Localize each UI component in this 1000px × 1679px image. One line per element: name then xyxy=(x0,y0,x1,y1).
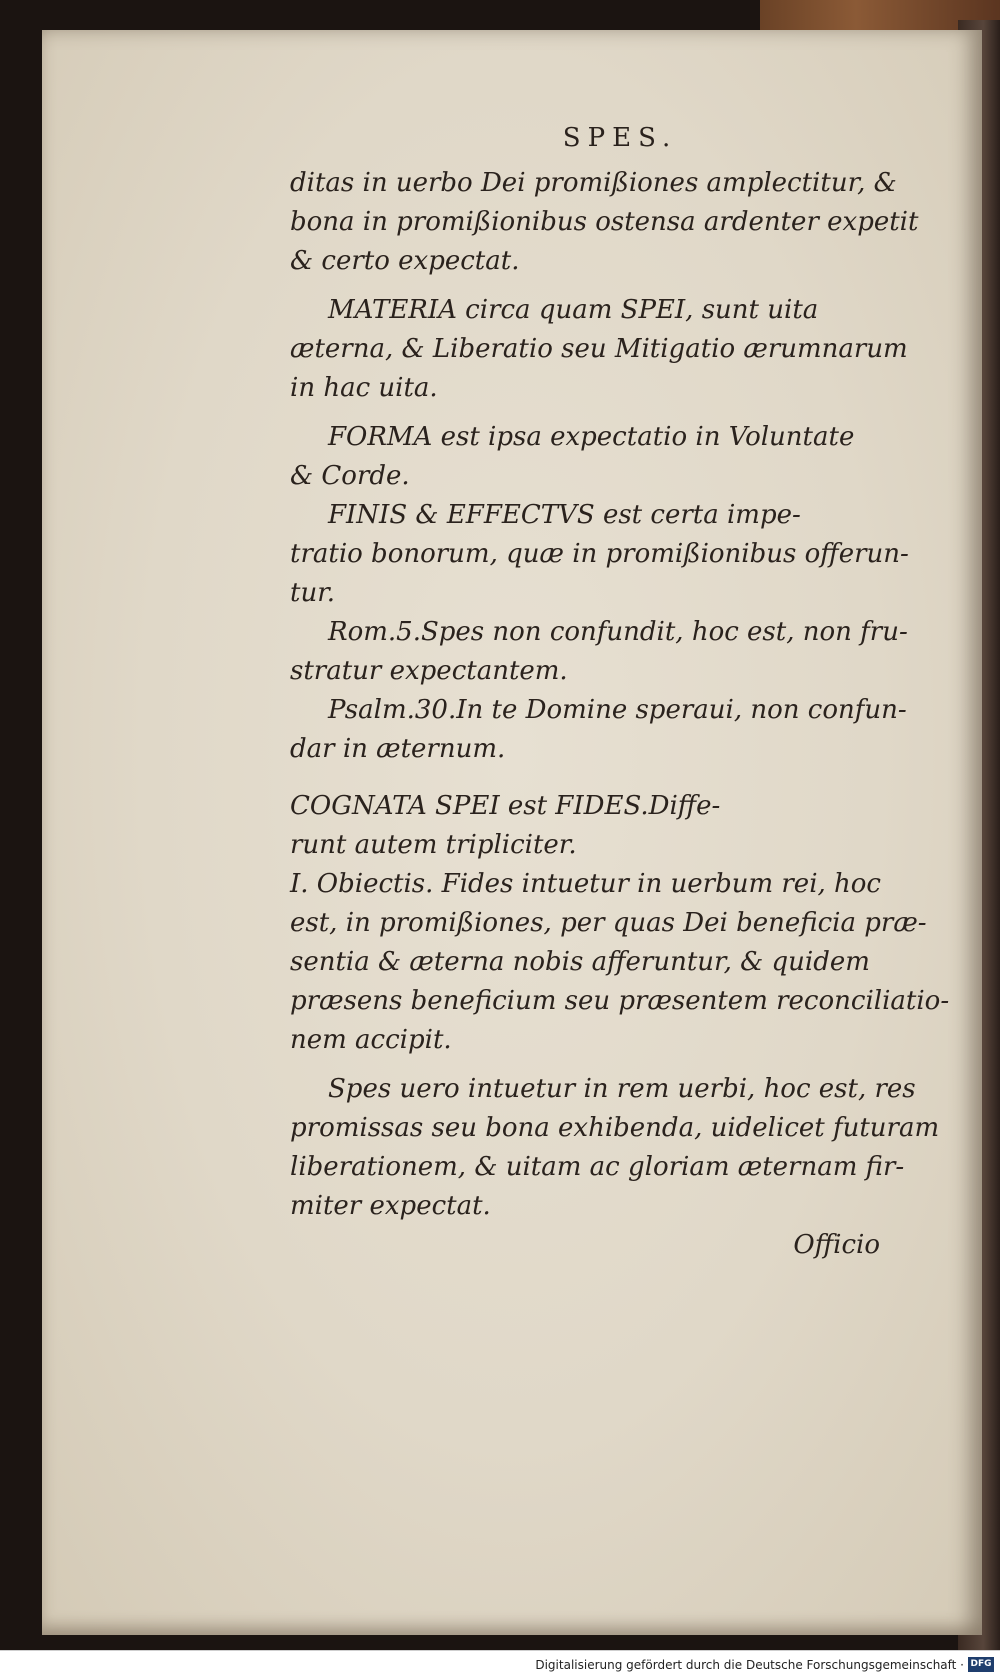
footer-bar xyxy=(0,1650,1000,1679)
text-line: Rom.5.Spes non confundit, hoc est, non fru- xyxy=(328,617,908,647)
text-line: FINIS & EFFECTVS est certa impe- xyxy=(328,500,801,530)
text-line: tratio bonorum, quæ in promißionibus offerun- xyxy=(290,539,909,569)
text-line: ditas in uerbo Dei promißiones amplectitur, & xyxy=(290,168,897,198)
text-line: COGNATA SPEI est FIDES.Diffe- xyxy=(290,791,721,821)
text-line: MATERIA circa quam SPEI, sunt uita xyxy=(328,295,819,325)
text-line: in hac uita. xyxy=(290,373,438,403)
text-line: est, in promißiones, per quas Dei beneficia præ- xyxy=(290,908,927,938)
text-line: & Corde. xyxy=(290,461,410,491)
text-line: bona in promißionibus ostensa ardenter expetit xyxy=(290,207,919,237)
text-line: I. Obiectis. Fides intuetur in uerbum rei, hoc xyxy=(290,869,881,899)
page-text xyxy=(290,112,950,1265)
text-line: æterna, & Liberatio seu Mitigatio ærumnarum xyxy=(290,334,908,364)
text-line: tur. xyxy=(290,578,336,608)
text-line: stratur expectantem. xyxy=(290,656,568,686)
text-line: liberationem, & uitam ac gloriam æternam fir- xyxy=(290,1152,905,1182)
text-line: Spes uero intuetur in rem uerbi, hoc est, res xyxy=(328,1074,916,1104)
text-line: miter expectat. xyxy=(290,1191,491,1221)
catchword: Officio xyxy=(793,1230,880,1260)
text-line: nem accipit. xyxy=(290,1025,452,1055)
text-line: FORMA est ipsa expectatio in Voluntate xyxy=(328,422,855,452)
running-header: SPES. xyxy=(562,123,678,153)
text-line: runt autem tripliciter. xyxy=(290,830,577,860)
text-line: sentia & æterna nobis afferuntur, & quidem xyxy=(290,947,870,977)
dfg-logo-icon: DFG xyxy=(968,1657,994,1672)
text-line: præsens beneficium seu præsentem reconciliatio- xyxy=(290,986,950,1016)
text-line: Psalm.30.In te Domine speraui, non confun- xyxy=(328,695,907,725)
text-line: & certo expectat. xyxy=(290,246,520,276)
footer-credit: Digitalisierung gefördert durch die Deutsche Forschungsgemeinschaft · xyxy=(535,1658,964,1672)
text-line: promissas seu bona exhibenda, uidelicet futuram xyxy=(290,1113,940,1143)
text-line: dar in æternum. xyxy=(290,734,506,764)
